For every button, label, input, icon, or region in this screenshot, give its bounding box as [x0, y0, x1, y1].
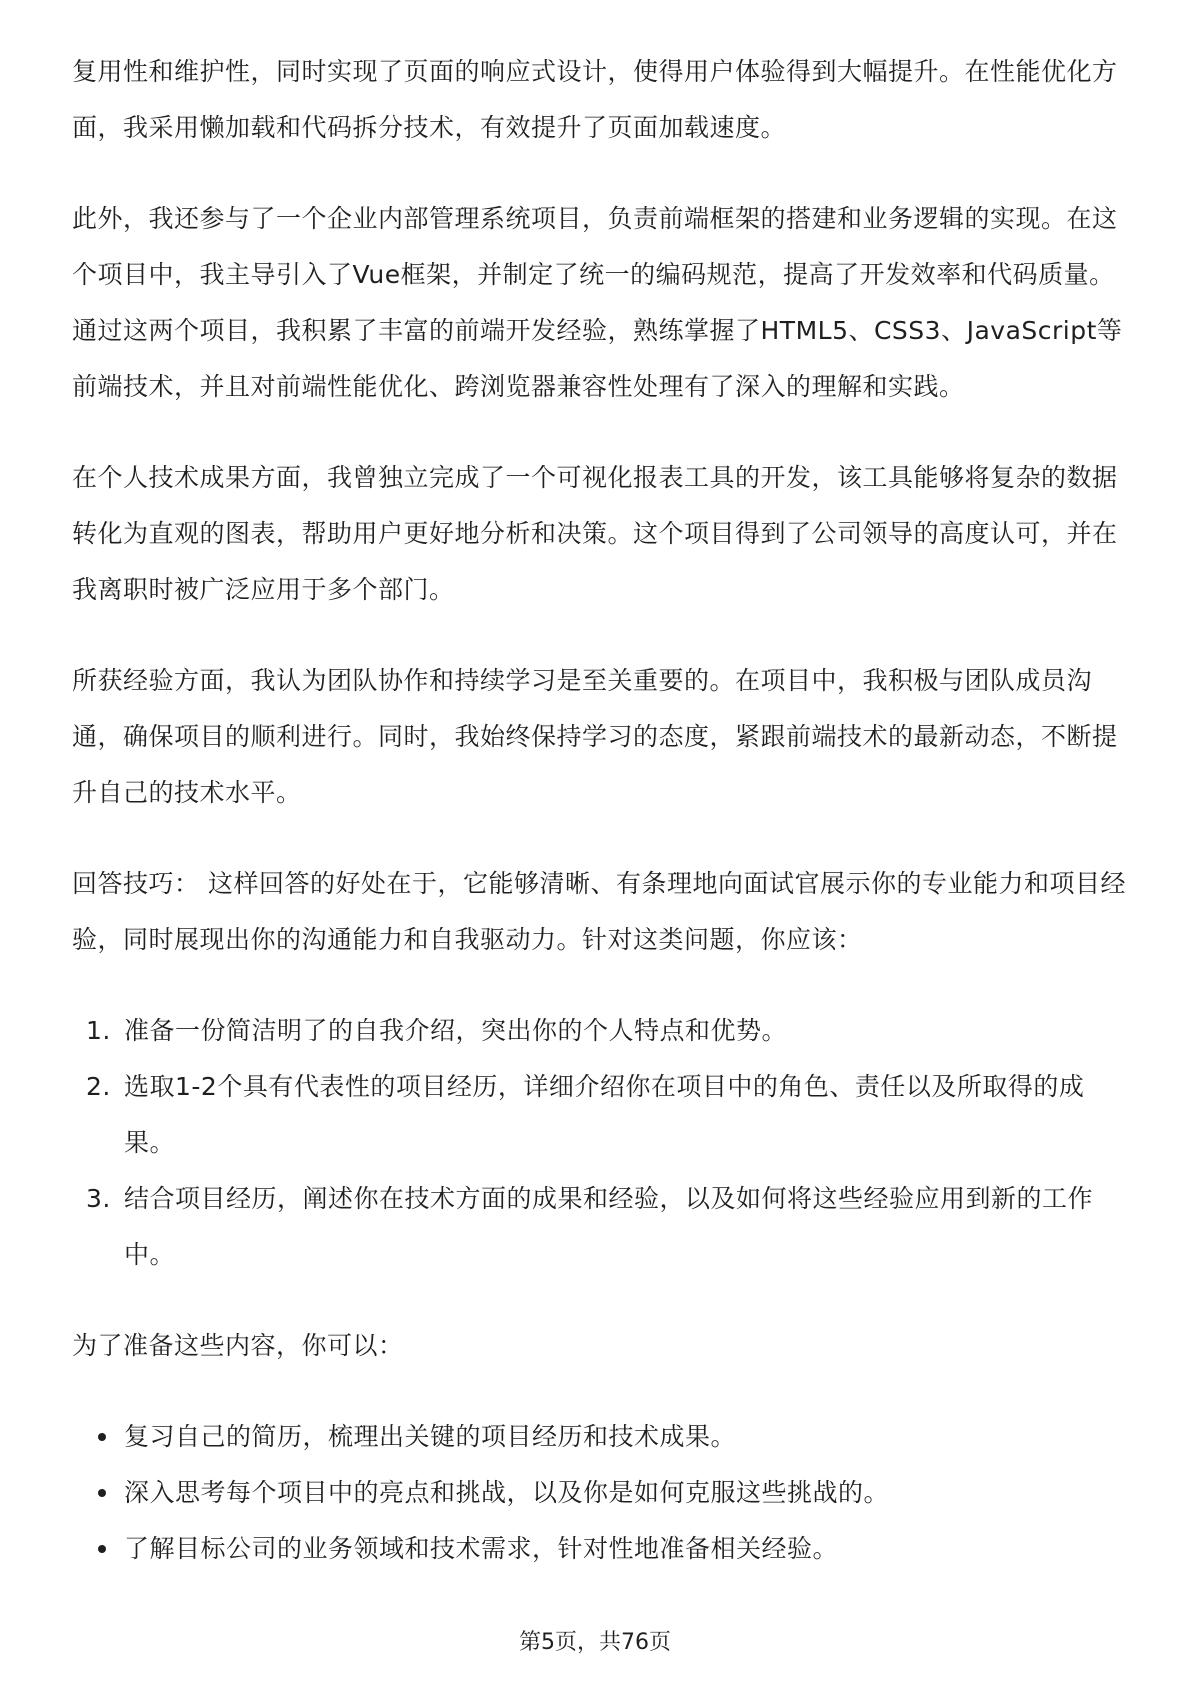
list-item — [72, 1521, 1128, 1577]
list-number: 3. — [86, 1184, 111, 1213]
page-footer: 第5页，共76页 — [519, 1630, 671, 1655]
list-number: 2. — [86, 1072, 111, 1101]
paragraph-experience-gained: 所获经验方面，我认为团队协作和持续学习是至关重要的。在项目中，我积极与团队成员沟通，确保项目的顺利进行。同时，我始终保持学习的态度，紧跟前端技术的最新动态，不断提升自己的技术水平。 — [72, 666, 1118, 807]
list-item-text: 结合项目经历，阐述你在技术方面的成果和经验，以及如何将这些经验应用到新的工作中。 — [124, 1184, 1094, 1269]
ordered-list — [72, 1003, 1128, 1283]
main-content — [72, 44, 1128, 1612]
list-item-text: 复习自己的简历，梳理出关键的项目经历和技术成果。 — [124, 1422, 737, 1451]
list-number: 1. — [86, 1016, 111, 1045]
list-item-text: 准备一份简洁明了的自我介绍，突出你的个人特点和优势。 — [124, 1016, 788, 1045]
bullet-icon — [98, 1489, 106, 1497]
bullet-list — [72, 1409, 1128, 1577]
paragraph-answer-tips: 回答技巧： 这样回答的好处在于，它能够清晰、有条理地向面试官展示你的专业能力和项目经验，同时展现出你的沟通能力和自我驱动力。针对这类问题，你应该： — [72, 869, 1126, 954]
paragraph-prep-intro: 为了准备这些内容，你可以： — [72, 1331, 404, 1360]
list-item-text: 了解目标公司的业务领域和技术需求，针对性地准备相关经验。 — [124, 1534, 839, 1563]
paragraph-technical-achievements: 在个人技术成果方面，我曾独立完成了一个可视化报表工具的开发，该工具能够将复杂的数据转化为直观的图表，帮助用户更好地分析和决策。这个项目得到了公司领导的高度认可，并在我离职时被广泛应用于多个部门。 — [72, 463, 1118, 604]
paragraph-enterprise-project: 此外，我还参与了一个企业内部管理系统项目，负责前端框架的搭建和业务逻辑的实现。在这个项目中，我主导引入了Vue框架，并制定了统一的编码规范，提高了开发效率和代码质量。通过这两个项目，我积累了丰富的前端开发经验，熟练掌握了HTML5、CSS3、JavaScript等前端技术，并且对前端性能优化、跨浏览器兼容性处理有了深入的理解和实践。 — [72, 204, 1123, 401]
list-item — [72, 1465, 1128, 1521]
bullet-icon — [98, 1433, 106, 1441]
list-item — [72, 1059, 1128, 1171]
bullet-icon — [98, 1545, 106, 1553]
list-item-text: 选取1-2个具有代表性的项目经历，详细介绍你在项目中的角色、责任以及所取得的成果。 — [124, 1072, 1085, 1157]
list-item — [72, 1409, 1128, 1465]
list-item — [72, 1171, 1128, 1283]
list-item-text: 深入思考每个项目中的亮点和挑战，以及你是如何克服这些挑战的。 — [124, 1478, 890, 1507]
list-item — [72, 1003, 1128, 1059]
paragraph-reuse-maintainability: 复用性和维护性，同时实现了页面的响应式设计，使得用户体验得到大幅提升。在性能优化方面，我采用懒加载和代码拆分技术，有效提升了页面加载速度。 — [72, 57, 1118, 142]
